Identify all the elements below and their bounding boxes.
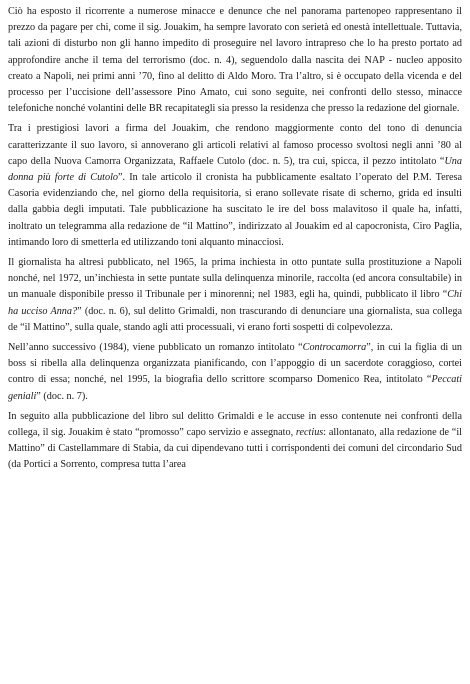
paragraph (8, 255, 462, 336)
paragraph-text: Tra i prestigiosi lavori a firma del Jouakim, che rendono maggiormente conto del tono di denuncia caratterizzante il suo lavoro, si annoverano gli articoli relativi al famoso processo svoltosi negli anni ’80 al capo della Nuova Camorra Organizzata, Raffaele Cutolo (doc. n. 5), tra cui, spicca, il pezzo intitolato “ (8, 123, 462, 167)
paragraph (8, 121, 462, 251)
paragraph-text: Il giornalista ha altresì pubblicato, nel 1965, la prima inchiesta in otto puntate sulla prostituzione a Napoli nonché, nel 1972, un’inchiesta in sette puntate sulla delinquenza minorile, raccolta (ed ancora consultabile) in un manuale disponibile presso il Tribunale per i minorenni; nel 1983, egli ha, quindi, pubblicato il libro “ (8, 257, 462, 301)
document-body (8, 4, 462, 478)
biography-title: Peccati geniali (8, 374, 462, 402)
paragraph (8, 340, 462, 405)
paragraph (8, 4, 462, 117)
latin-term: rectius (295, 427, 324, 439)
paragraph-text: ” (doc. n. 6), sul delitto Grimaldi, non trascurando di denunciare una giornalista, sua collega de “il Mattino”, sulla quale, stando agli atti processuali, vi erano forti sospetti di colpevolezza. (8, 305, 462, 333)
article-title: Una donna più forte di Cutolo (8, 155, 462, 184)
paragraph-text: Nell’anno successivo (1984), viene pubblicato un romanzo intitolato “ (8, 342, 303, 354)
paragraph-text: In seguito alla pubblicazione del libro sul delitto Grimaldi e le accuse in esso contenute nei confronti della collega, il sig. Jouakim è stato “promosso” capo servizio e assegnato, (8, 410, 462, 439)
paragraph (8, 409, 462, 474)
paragraph-text: ”, in cui la figlia di un boss si ribella alla delinquenza organizzata pianificando, con l’appoggio di un sacerdote coraggioso, cortei contro di essa; nonché, nel 1995, la biografia dello scrittore scomparso Domenico Rea, intitolato “ (8, 342, 463, 386)
book-title: Chi ha ucciso Anna? (8, 289, 462, 317)
paragraph-text: ”. In tale articolo il cronista ha pubblicamente esaltato l’operato del P.M. Teresa Casoria evidenziando che, nel giorno della requisitoria, si erano sollevate risate di scherno, grida ed insulti dalla gabbia degli imputati. Tale pubblicazione ha suscitato le ire del boss malavitoso il quale ha, infatti, inoltrato un telegramma alla redazione de “il Mattino”, indirizzato al Jouakim ed al capocronista, Ciro Paglia, intimando loro di smetterla ed utilizzando toni alquanto minacciosi. (8, 172, 463, 248)
paragraph-text: ” (doc. n. 7). (36, 390, 88, 402)
paragraph-text: Ciò ha esposto il ricorrente a numerose minacce e denunce che nel panorama partenopeo rappresentano il prezzo da pagare per chi, come il sig. Jouakim, ha sempre lavorato con serietà ed onestà intellettuale. Tuttavia, tali azioni di disturbo non gli hanno impedito di proseguire nel lavoro intrapreso che lo ha presto portato ad approfondire anche il tema del terrorismo (doc. n. 4), seguendolo dalla nascita dei NAP - nucleo apposito creato a Napoli, nei primi anni ’70, fino al delitto di Aldo Moro. Tra l’altro, si è occupato della vicenda e del processo per l’uccisione dell’assessore Pino Amato, cui sono seguite, nei confronti dello stesso, minacce telefoniche nonché volantini delle BR recapitategli sia presso la residenza che presso la redazione del giornale. (8, 6, 462, 115)
paragraph-text: : allontanato, alla redazione de “il Mattino” di Castellammare di Stabia, da cui dipendevano tutti i corrispondenti dei comuni del circondario Sud (da Portici a Sorrento, compresa tutta l’area (8, 427, 462, 471)
novel-title: Controcamorra (302, 342, 367, 354)
